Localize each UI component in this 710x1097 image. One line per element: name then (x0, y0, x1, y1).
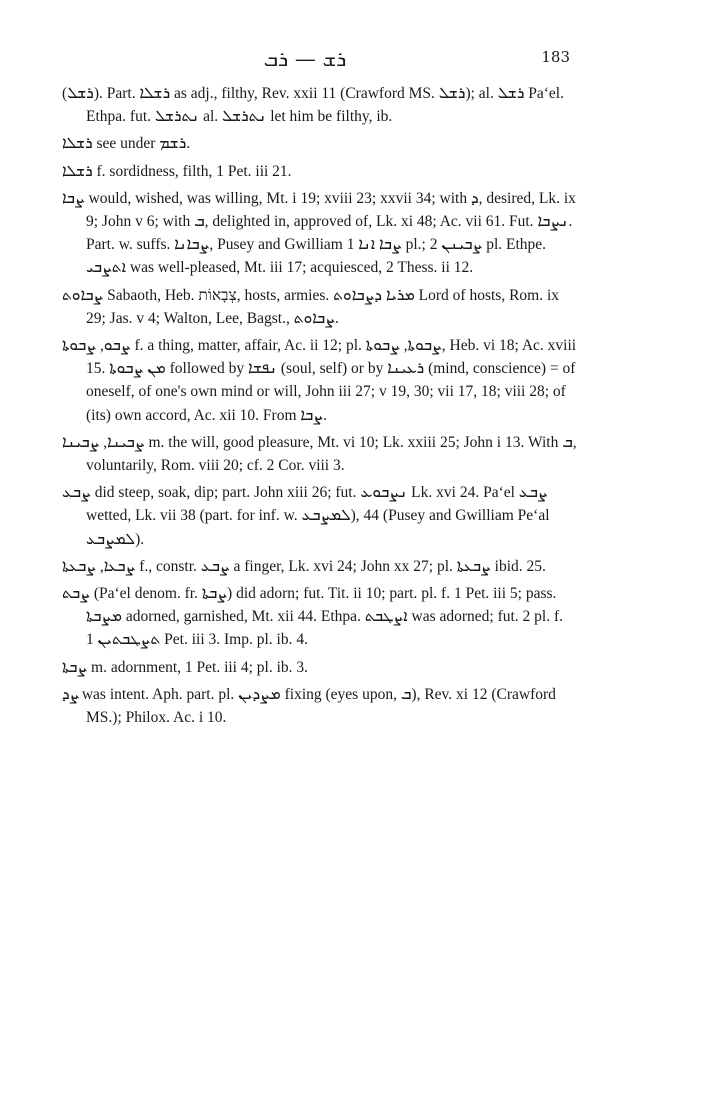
entry-rshla-see-under: ܪܫܠܐ see under ܪܫܡ. (62, 135, 191, 153)
running-head: ܪܫ — ܪܒ (263, 47, 347, 71)
entry-finger: ܨܒܥܐ, ܨܒܥܬܐ f., constr. ܨܒܥ a finger, Lk. xvi 24; John xx 27; pl. ܨܒܥܬܐ ibid. 25. (62, 557, 546, 575)
page-header (0, 44, 710, 74)
entry-was-intent: ܨܕ was intent. Aph. part. pl. ܡܨܕܝܢ fixing (eyes upon, ܒ), Rev. xi 12 (Crawford MS.); Philox. Ac. i 10. (62, 685, 556, 727)
entry-did-adorn: ܨܒܬ (Pa‘el denom. fr. ܨܒܬܐ) did adorn; fut. Tit. ii 10; part. pl. f. 1 Pet. iii 5; pass. ܡܨܒܬܐ adorned, garnished, Mt. xii 44. Ethpa. ܐܨܛܒܬ was adorned; fut. 2 pl. f. ܬܨܛܒܬܝܢ 1 Pet. iii 3. Imp. pl. ib. 4. (62, 585, 564, 649)
page-number: 183 (541, 48, 570, 66)
entry-sabaoth: ܨܒܐܘܬ Sabaoth, Heb. צְבָאוֹת, hosts, armies. ܡܪܝܐ ܕܨܒܐܘܬ Lord of hosts, Rom. ix 29; Jas. v 4; Walton, Lee, Bagst., ܨܒܐܘܬ. (62, 286, 560, 327)
entry-rshl: (ܪܫܠ). Part. ܪܫܠܐ as adj., filthy, Rev. xxii 11 (Crawford MS. ܪܫܠ); al. ܪܫܠ Pa‘el. Ethpa. fut. ܢܬܪܫܠ al. ܢܬܪܫܠ let him be filthy, ib. (62, 85, 564, 126)
entry-will-good-pleasure: ܨܒܝܢܐ, ܨܒܝܢܐ m. the will, good pleasure, Mt. vi 10; Lk. xxiii 25; John i 13. With ܒ, voluntarily, Rom. viii 20; cf. 2 Cor. viii 3. (62, 433, 577, 475)
entry-did-steep: ܨܒܥ did steep, soak, dip; part. John xiii 26; fut. ܢܨܒܘܥ Lk. xvi 24. Pa‘el ܨܒܥ wetted, Lk. vii 38 (part. for inf. w. ܠܡܨܒܥ), 44 (Pusey and Gwilliam Pe‘al ܠܡܨܒܥ). (62, 484, 550, 548)
entry-rshla-sordidness: ܪܫܠܐ f. sordidness, filth, 1 Pet. iii 21. (62, 162, 292, 180)
entry-adornment: ܨܒܬܐ m. adornment, 1 Pet. iii 4; pl. ib. 3. (62, 658, 309, 676)
entry-would-wished: ܨܒܐ would, wished, was willing, Mt. i 19; xviii 23; xxvii 34; with ܕ, desired, Lk. ix 9; John v 6; with ܒ, delighted in, approved of, Lk. xi 48; Ac. vii 61. Fut. ܢܨܒܐ. Part. w. suffs. ܨܒܐܢܐ, Pusey and Gwilliam ܨܒܐ ܐܢܐ 1 pl.; ܨܒܝܢܢ 2 pl. Ethpe. ܐܬܨܒܝ was well-pleased, Mt. iii 17; acquiesced, 2 Thess. ii 12. (62, 189, 576, 277)
dictionary-entries (62, 82, 582, 733)
entry-thing-matter: ܨܒܘ, ܨܒܘܬܐ f. a thing, matter, affair, Ac. ii 12; pl. ܨܒܘܬܐ, ܨܒܘܬܐ, Heb. vi 18; Ac. xviii 15. ܡܢ ܨܒܘܬܐ followed by ܢܦܫܐ (soul, self) or by ܪܥܝܢܐ (mind, conscience) = of oneself, of one's own mind or will, John iii 27; v 19, 30; vii 17, 18; viii 28; of (its) own accord, Ac. xii 10. From ܨܒܐ. (62, 337, 577, 424)
